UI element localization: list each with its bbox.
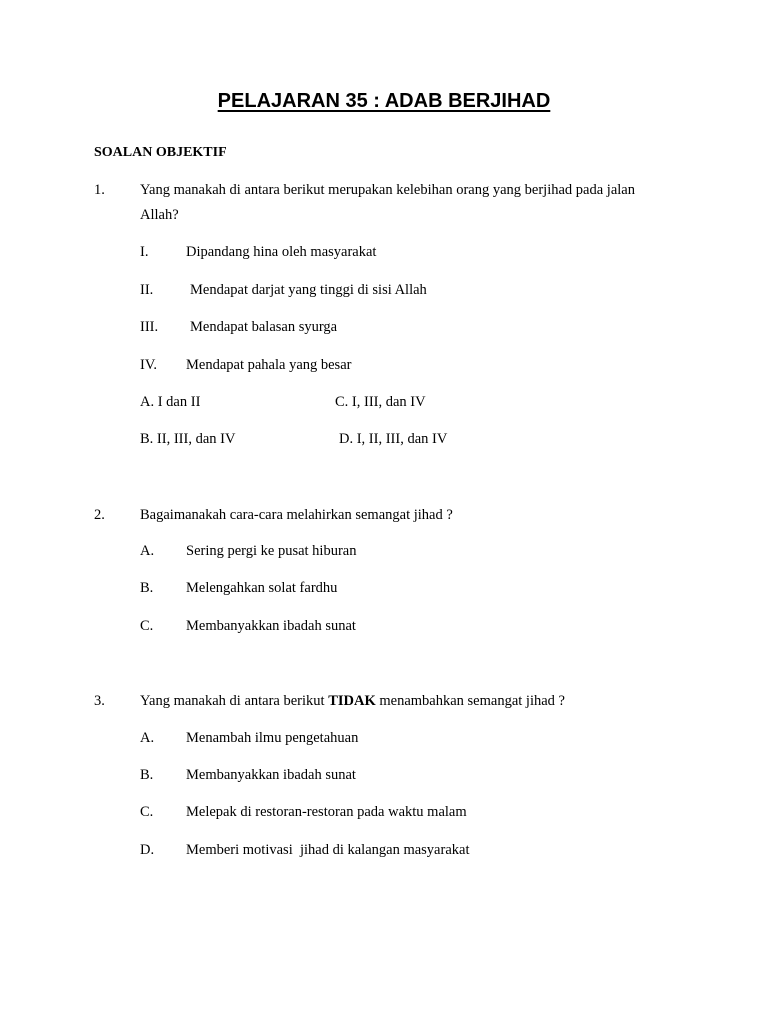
answer-option-b: B. II, III, dan IV [140,431,236,447]
statement-text: Dipandang hina oleh masyarakat [186,244,377,260]
answer-option-a: A. I dan II [140,394,201,410]
answer-option-d: D. I, II, III, dan IV [339,431,448,447]
option-letter: C. [140,804,154,820]
option-text: Membanyakkan ibadah sunat [186,618,356,634]
statement-numeral: III. [140,319,159,335]
page-title: PELAJARAN 35 : ADAB BERJIHAD [217,90,551,112]
statement-numeral: II. [140,282,154,298]
question-text-after: menambahkan semangat jihad ? [375,693,565,709]
question-text [140,693,565,710]
question-number: 1. [94,182,105,198]
option-letter: A. [140,730,155,746]
option-letter: B. [140,580,154,596]
option-letter: D. [140,842,155,858]
statement-numeral: I. [140,244,149,260]
option-text: Melengahkan solat fardhu [186,580,338,596]
statement-text: Mendapat darjat yang tinggi di sisi Allah [190,282,427,298]
option-letter: C. [140,618,154,634]
answer-option-c: C. I, III, dan IV [335,394,426,410]
option-text: Melepak di restoran-restoran pada waktu malam [186,804,467,820]
question-number: 3. [94,693,105,709]
option-text: Sering pergi ke pusat hiburan [186,543,357,559]
question-number: 2. [94,507,105,523]
question-text-line2: Allah? [140,207,179,223]
question-text-before: Yang manakah di antara berikut [140,693,329,709]
option-letter: B. [140,767,154,783]
option-text: Membanyakkan ibadah sunat [186,767,356,783]
statement-text: Mendapat pahala yang besar [186,357,352,373]
option-letter: A. [140,543,155,559]
option-text: Memberi motivasi jihad di kalangan masyarakat [186,842,470,858]
statement-text: Mendapat balasan syurga [190,319,338,335]
section-label: SOALAN OBJEKTIF [94,145,227,160]
statement-numeral: IV. [140,357,158,373]
question-text: Bagaimanakah cara-cara melahirkan semangat jihad ? [140,507,453,523]
question-text-line1: Yang manakah di antara berikut merupakan kelebihan orang yang berjihad pada jalan [140,182,635,198]
question-text-emphasis: TIDAK [328,693,376,709]
option-text: Menambah ilmu pengetahuan [186,730,359,746]
